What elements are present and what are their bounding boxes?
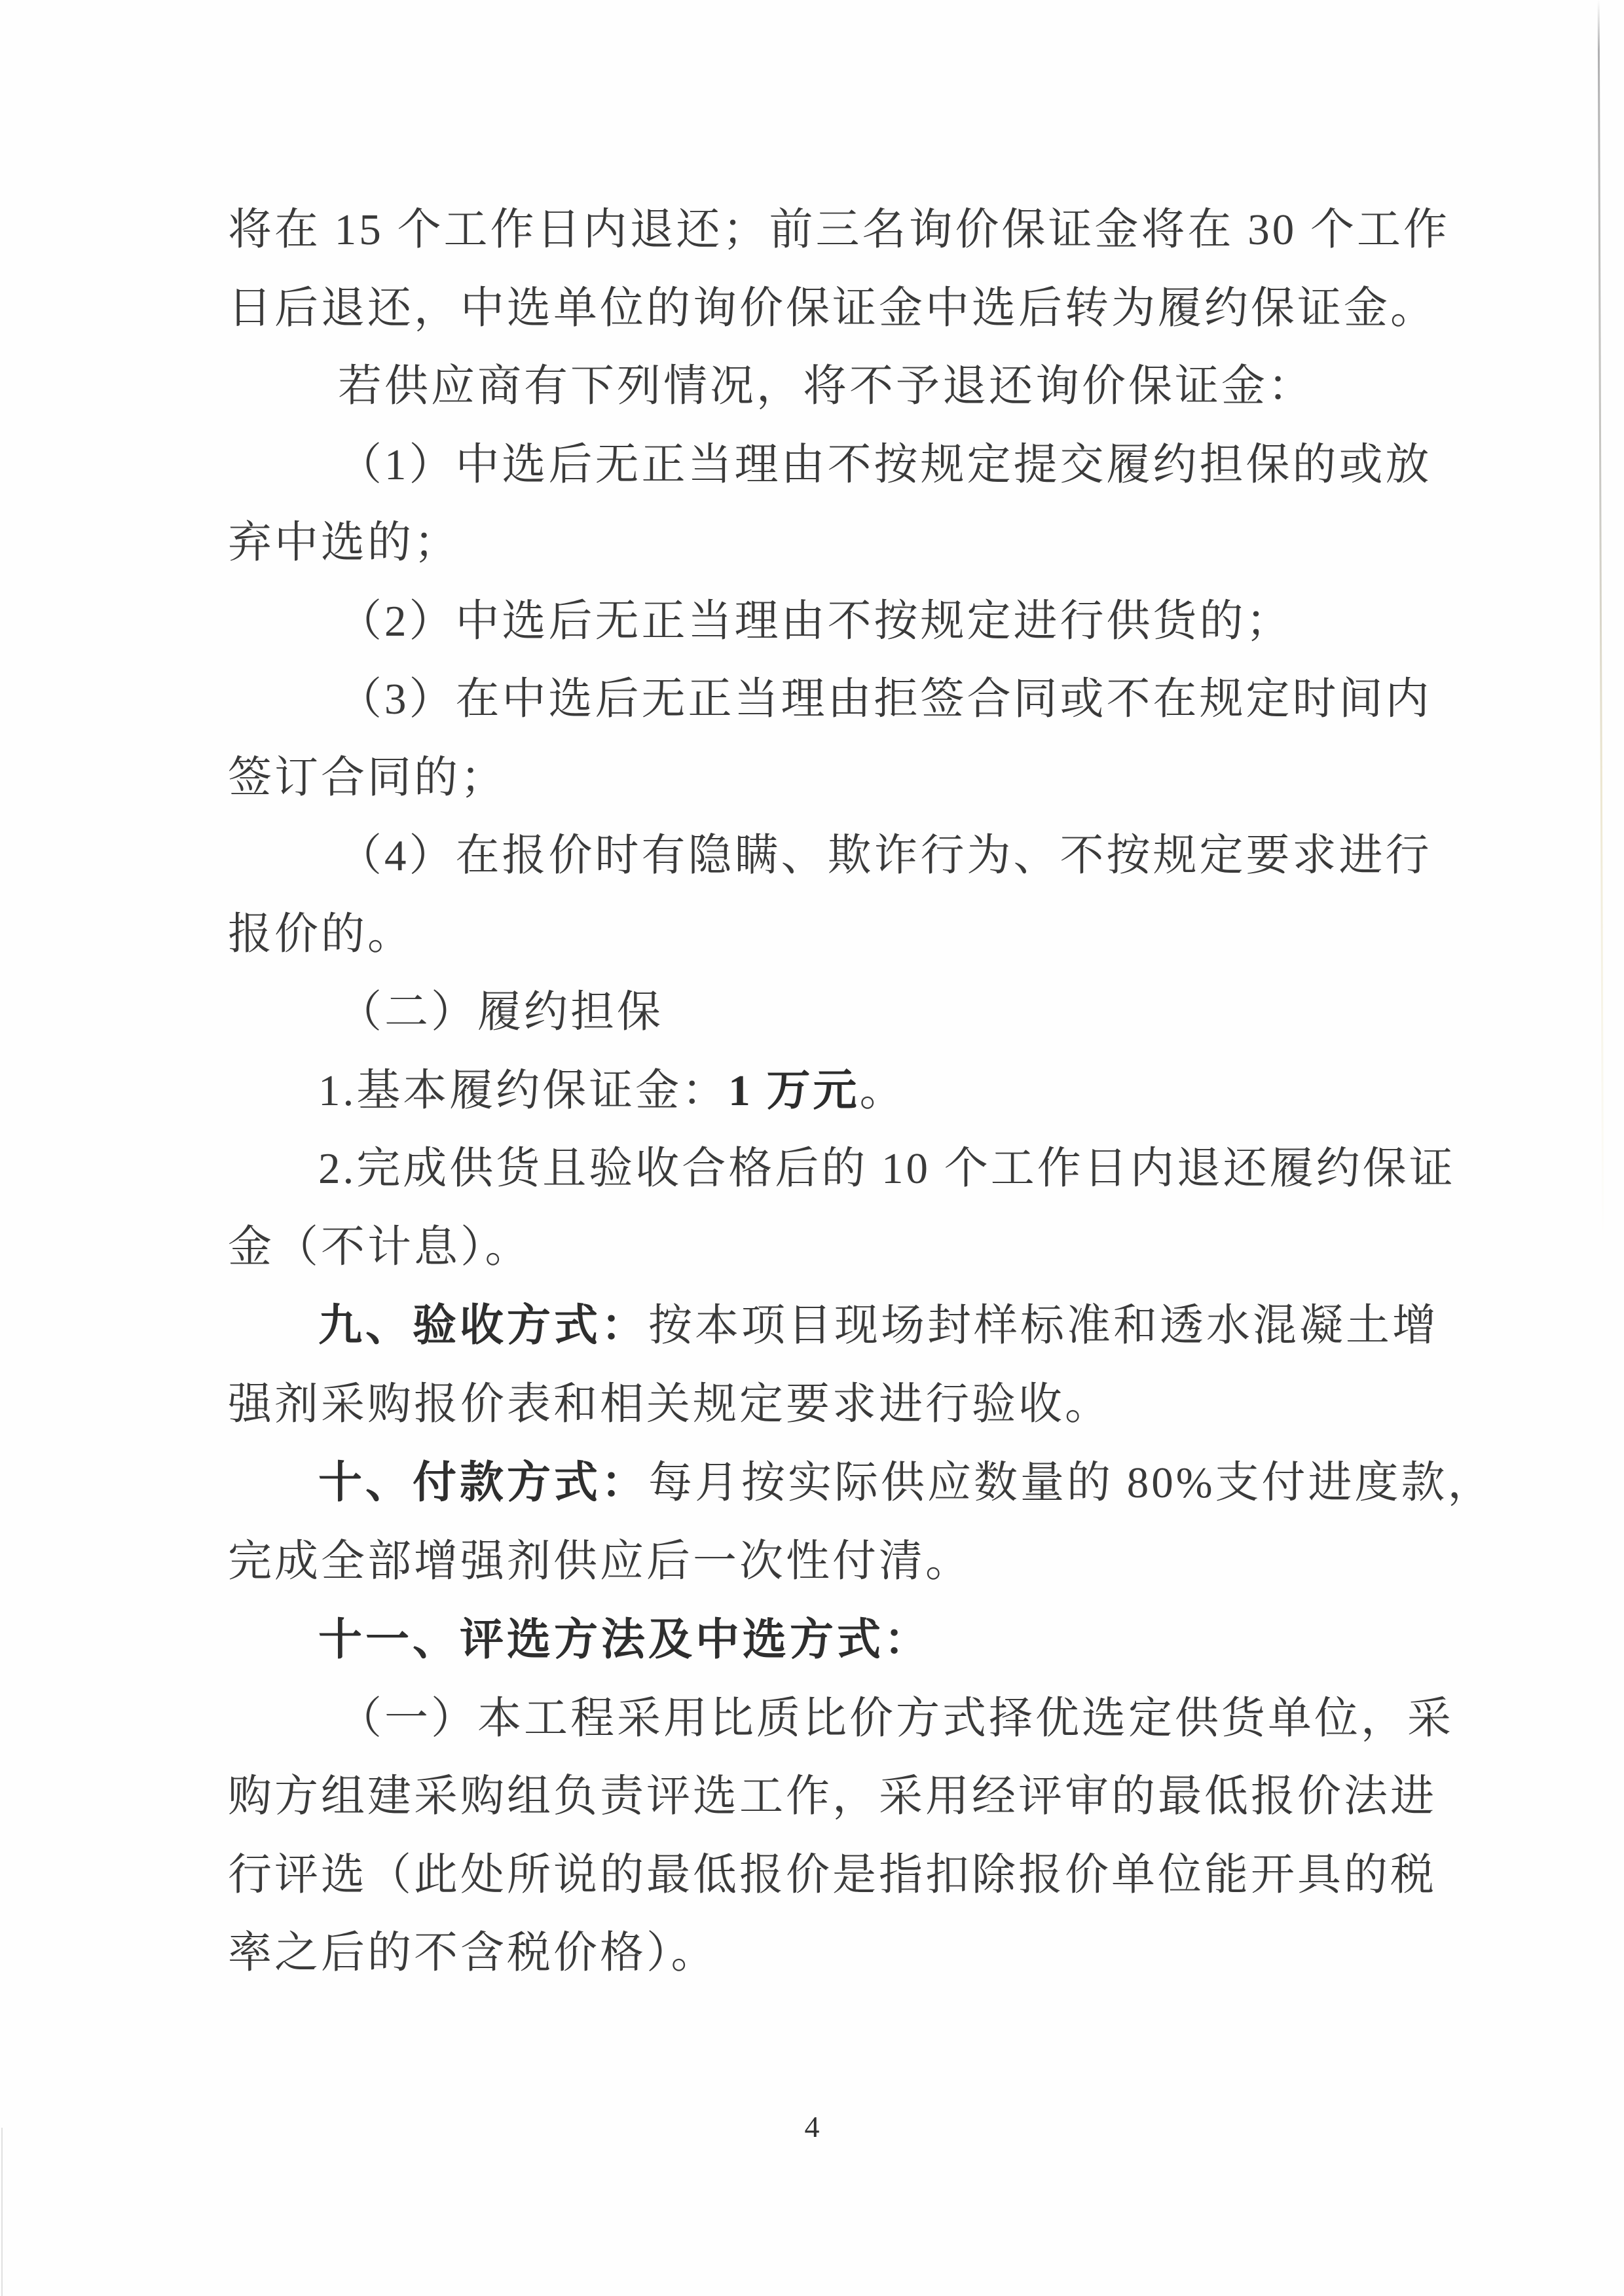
text-line: 2.完成供货且验收合格后的 10 个工作日内退还履约保证	[318, 1144, 1456, 1193]
page-number: 4	[804, 2110, 820, 2143]
section-9-heading: 九、验收方式：	[318, 1301, 648, 1350]
list-item-4: （4）在报价时有隐瞒、欺诈行为、不按规定要求进行	[338, 831, 1432, 880]
text-line: 若供应商有下列情况，将不予退还询价保证金：	[338, 362, 1314, 410]
text-segment: 1.基本履约保证金：	[318, 1066, 729, 1115]
scan-edge-artifact	[1, 2128, 3, 2296]
text-line: 完成全部增强剂供应后一次性付清。	[228, 1537, 972, 1586]
text-line: 金（不计息）。	[228, 1222, 532, 1271]
text-line: 购方组建采购组负责评选工作，采用经评审的最低报价法进	[228, 1772, 1437, 1821]
subsection-heading: （二）履约担保	[338, 988, 663, 1036]
text-line	[318, 1052, 1425, 1131]
document-body	[228, 191, 1494, 1993]
section-9-line	[318, 1286, 1439, 1366]
section-11-heading-text: 十一、评选方法及中选方式：	[318, 1615, 931, 1664]
section-10-heading: 十、付款方式：	[318, 1458, 648, 1507]
text-segment: 按本项目现场封样标准和透水混凝土增	[648, 1302, 1439, 1350]
text-segment: 。	[859, 1066, 906, 1115]
section-10-line	[318, 1444, 1494, 1523]
text-line: 行评选（此处所说的最低报价是指扣除报价单位能开具的税	[228, 1850, 1437, 1899]
text-line: 报价的。	[228, 909, 414, 958]
text-line: 日后退还，中选单位的询价保证金中选后转为履约保证金。	[228, 283, 1437, 333]
section-11-heading	[318, 1601, 1425, 1680]
list-item-3: （3）在中选后无正当理由拒签合同或不在规定时间内	[338, 675, 1432, 723]
text-line: 强剂采购报价表和相关规定要求进行验收。	[228, 1379, 1111, 1429]
scan-fold-artifact	[1598, 0, 1604, 1244]
text-line: 弃中选的；	[228, 519, 460, 567]
list-item-2: （2）中选后无正当理由不按规定进行供货的；	[338, 596, 1293, 646]
list-item-yi: （一）本工程采用比质比价方式择优选定供货单位，采	[338, 1694, 1454, 1743]
text-segment: 每月按实际供应数量的 80%支付进度款，	[648, 1459, 1494, 1507]
text-line: 签订合同的；	[228, 753, 507, 802]
bold-amount: 1 万元	[728, 1066, 860, 1115]
text-line: 将在 15 个工作日内退还；前三名询价保证金将在 30 个工作	[228, 206, 1450, 254]
list-item-1: （1）中选后无正当理由不按规定提交履约担保的或放	[338, 440, 1432, 489]
text-line: 率之后的不含税价格）。	[228, 1929, 718, 1977]
